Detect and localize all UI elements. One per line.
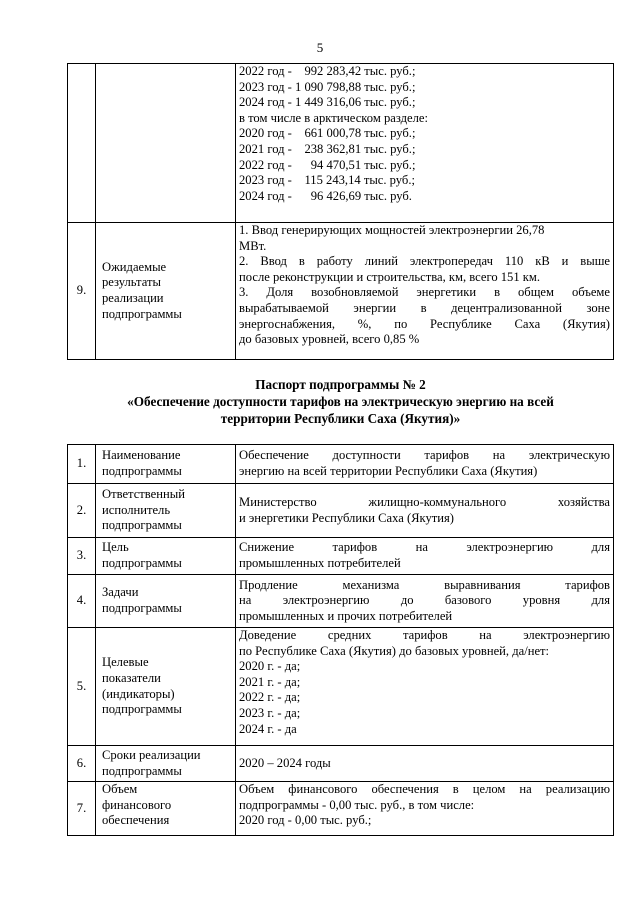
table-row xyxy=(68,538,614,575)
value-line: энергию на всей территории Республики Саха (Якутия) xyxy=(239,464,538,478)
table-row xyxy=(68,746,614,782)
row-name-cell xyxy=(96,484,236,538)
row-value-cell xyxy=(236,575,614,628)
table-row xyxy=(68,445,614,484)
result-line: до базовых уровней, всего 0,85 % xyxy=(239,332,420,347)
row-name-line: Задачи xyxy=(102,585,139,600)
row-name-line: обеспечения xyxy=(102,813,170,828)
funding-line: 2023 год - 1 090 798,88 тыс. руб.; xyxy=(239,79,416,94)
result-line: вырабатываемой энергии в децентрализованной зоне xyxy=(239,300,610,315)
value-line: 2022 г. - да; xyxy=(239,690,301,705)
row-name-cell xyxy=(96,575,236,628)
value-line: промышленных и прочих потребителей xyxy=(239,608,453,623)
row-name-cell xyxy=(96,64,236,223)
value-line: Объем финансового обеспечения в целом на реализацию xyxy=(239,782,610,796)
value-line: по Республике Саха (Якутия) до базовых уровней, да/нет: xyxy=(239,643,550,658)
row-value-cell xyxy=(236,782,614,836)
row-name-line: Сроки реализации xyxy=(102,747,201,762)
funding-line: 2023 год - 115 243,14 тыс. руб.; xyxy=(239,173,415,188)
table-row xyxy=(68,628,614,746)
row-name-line: Ответственный xyxy=(102,487,185,502)
value-line: 2023 г. - да; xyxy=(239,705,301,720)
result-line: после реконструкции и строительства, км, всего 151 км. xyxy=(239,269,541,284)
value-line: Снижение тарифов на электроэнергию для xyxy=(239,540,610,555)
row-name-line: (индикаторы) xyxy=(102,686,175,701)
subprogram-1-passport-continuation xyxy=(67,63,614,360)
row-name-line: исполнитель xyxy=(102,502,171,517)
table-row xyxy=(68,64,614,223)
result-line: энергоснабжения, %, по Республике Саха (Якутия) xyxy=(239,316,610,331)
page-number: 5 xyxy=(316,40,324,55)
funding-line: 2022 год - 94 470,51 тыс. руб.; xyxy=(239,157,416,172)
value-line: Продление механизма выравнивания тарифов xyxy=(239,577,610,592)
funding-by-year-cell xyxy=(236,64,614,223)
row-name-line: подпрограммы xyxy=(102,518,182,533)
row-name-line: подпрограммы xyxy=(102,306,182,321)
result-line: МВт. xyxy=(239,238,267,253)
row-name-cell xyxy=(96,445,236,484)
row-value-cell xyxy=(236,628,614,746)
row-name-line: подпрограммы xyxy=(102,763,182,778)
result-line: 1. Ввод генерирующих мощностей электроэнергии 26,78 xyxy=(239,223,545,237)
value-line: на электроэнергию до базового уровня для xyxy=(239,593,610,608)
row-name-line: показатели xyxy=(102,670,161,685)
row-value-cell xyxy=(236,484,614,538)
row-name-line: подпрограммы xyxy=(102,556,182,570)
funding-line: 2022 год - 992 283,42 тыс. руб.; xyxy=(239,64,416,78)
value-line: Обеспечение доступности тарифов на электрическую xyxy=(239,448,610,463)
row-name-cell xyxy=(96,782,236,836)
row-name-line: подпрограммы xyxy=(102,702,182,717)
row-value-cell xyxy=(236,538,614,575)
row-name-line: Ожидаемые xyxy=(102,259,167,274)
row-name-line: Наименование xyxy=(102,448,181,463)
value-line: 2024 г. - да xyxy=(239,721,297,736)
row-name-line: Объем xyxy=(102,782,138,796)
row-number: 7. xyxy=(68,782,96,836)
funding-line: в том числе в арктическом разделе: xyxy=(239,110,428,125)
heading-line-2: «Обеспечение доступности тарифов на электрическую энергию на всей xyxy=(127,394,554,409)
funding-line: 2024 год - 1 449 316,06 тыс. руб.; xyxy=(239,95,416,110)
value-line: и энергетики Республики Саха (Якутия) xyxy=(239,510,455,525)
table-row xyxy=(68,223,614,360)
value-line: 2021 г. - да; xyxy=(239,674,301,689)
row-value-cell xyxy=(236,746,614,782)
row-name-cell xyxy=(96,538,236,575)
row-number-cell xyxy=(68,64,96,223)
value-line: Доведение средних тарифов на электроэнергию xyxy=(239,628,610,642)
row-number: 3. xyxy=(68,538,96,575)
value-line: подпрограммы - 0,00 тыс. руб., в том числе: xyxy=(239,797,475,812)
row-name-line: подпрограммы xyxy=(102,464,182,478)
row-name-line: реализации xyxy=(102,291,164,305)
funding-line: 2020 год - 661 000,78 тыс. руб.; xyxy=(239,126,416,141)
row-number: 1. xyxy=(68,445,96,484)
row-number: 2. xyxy=(68,484,96,538)
funding-line: 2021 год - 238 362,81 тыс. руб.; xyxy=(239,141,416,156)
value-line: 2020 год - 0,00 тыс. руб.; xyxy=(239,813,372,828)
row-name-cell xyxy=(96,628,236,746)
value-line: Министерство жилищно-коммунального хозяйства xyxy=(239,494,610,509)
subprogram-2-passport-table xyxy=(67,444,614,836)
row-number: 9. xyxy=(68,223,96,360)
row-number: 4. xyxy=(68,575,96,628)
value-line: промышленных потребителей xyxy=(239,556,401,570)
row-name-line: финансового xyxy=(102,797,172,812)
expected-results-cell xyxy=(236,223,614,360)
row-name-line: результаты xyxy=(102,275,161,290)
heading-line-3: территории Республики Саха (Якутия)» xyxy=(220,411,461,426)
row-name-cell xyxy=(96,746,236,782)
row-name-line: подпрограммы xyxy=(102,601,182,615)
row-name-line: Цель xyxy=(102,540,129,555)
value-line: 2020 – 2024 годы xyxy=(239,755,331,770)
table-row xyxy=(68,575,614,628)
row-number: 6. xyxy=(68,746,96,782)
heading-line-1: Паспорт подпрограммы № 2 xyxy=(255,377,426,392)
table-row xyxy=(68,484,614,538)
value-line: 2020 г. - да; xyxy=(239,659,301,674)
row-name-cell xyxy=(96,223,236,360)
table-row xyxy=(68,782,614,836)
row-value-cell xyxy=(236,445,614,484)
funding-line: 2024 год - 96 426,69 тыс. руб. xyxy=(239,188,412,203)
section-heading xyxy=(67,376,614,427)
row-name-line: Целевые xyxy=(102,655,149,670)
result-line: 3. Доля возобновляемой энергетики в общем объеме xyxy=(239,285,610,300)
row-number: 5. xyxy=(68,628,96,746)
result-line: 2. Ввод в работу линий электропередач 110 кВ и выше xyxy=(239,254,610,269)
